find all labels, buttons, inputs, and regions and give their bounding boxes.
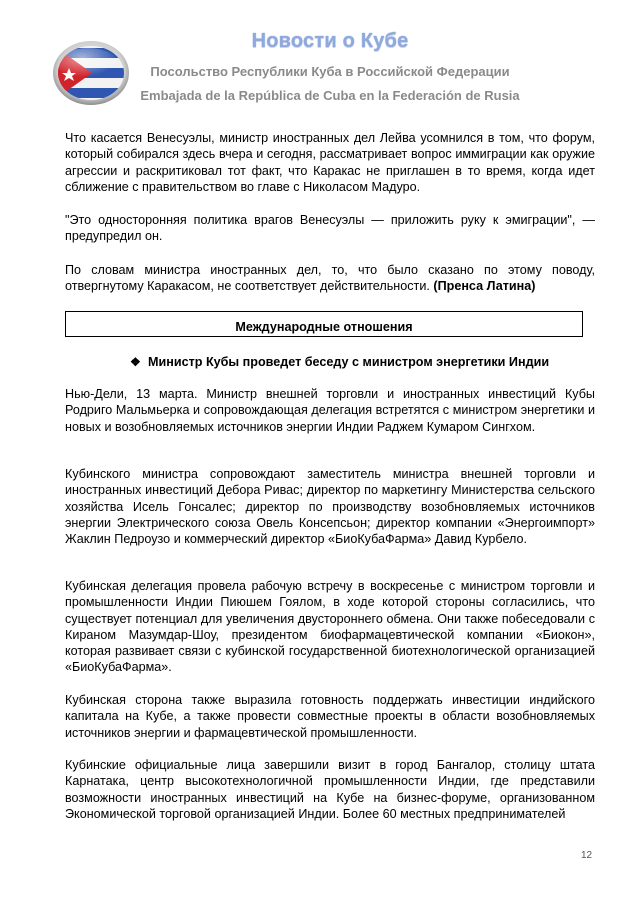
- paragraph-conclusion-text: По словам министра иностранных дел, то, что было сказано по этому поводу, отвергнутому Каракасом, не соответствует действительности.: [65, 263, 595, 294]
- header-subtitle-es: Embajada de la República de Cuba en la Federación de Rusia: [140, 88, 520, 103]
- paragraph-delegation: Кубинского министра сопровождают заместитель министра внешней торговли и иностранных инвестиций Дебора Ривас; директор по маркетингу Министерства сельского хозяйства Исель Гонсалес; директор по производству возобновляемых источников энергии Электрического союза Овель Консепсьон; директор компании «Энергоимпорт» Жаклин Педроузо и коммерческий директор «БиоКубаФарма» Давид Курбело.: [65, 467, 595, 547]
- paragraph-venezuela: Что касается Венесуэлы, министр иностранных дел Лейва усомнился в том, что форум, который собирался здесь вчера и сегодня, рассматривает вопрос иммиграции как оружие агрессии и раскритиковал тот факт, что Каракас не приглашен в то время, когда идет сближение с правительством во главе с Николасом Мадуро.: [65, 131, 595, 194]
- diamond-bullet-icon: ❖: [130, 355, 141, 369]
- article-headline-text: Министр Кубы проведет беседу с министром энергетики Индии: [148, 355, 550, 369]
- paragraph-bangalore: Кубинские официальные лица завершили визит в город Бангалор, столицу штата Карнатака, центр высокотехнологичной промышленности Индии, где представили возможности иностранных инвестиций на Кубе на бизнес-форуме, организованном Экономической торговой организацией Индии. Более 60 местных предпринимателей: [65, 758, 595, 821]
- paragraph-dateline: Нью-Дели, 13 марта. Министр внешней торговли и иностранных инвестиций Кубы Родриго Мальмьерка и сопровождающая делегация встретятся с министром энергетики и новых и возобновляемых источников энергии Индии Раджем Кумаром Сингхом.: [65, 387, 595, 434]
- section-title: Международные отношения: [235, 320, 413, 334]
- header-title: Новости о Кубе: [251, 30, 409, 52]
- article-headline: [130, 355, 549, 369]
- paragraph-meeting: Кубинская делегация провела рабочую встречу в воскресенье с министром торговли и промышленности Индии Пиюшем Гоялом, в ходе которой стороны согласились, что существует потенциал для увеличения двустороннего обмена. Они также побеседовали с Кираном Мазумдар-Шоу, президентом биофармацевтической компании «Биокон», которая развивает связи с кубинской государственной биотехнологической организацией «БиоКубаФарма».: [65, 579, 595, 675]
- section-header-box: [65, 311, 583, 337]
- paragraph-investment: Кубинская сторона также выразила готовность поддержать инвестиции индийского капитала на Кубе, а также провести совместные проекты в области возобновляемых источников энергии и фармацевтической промышленности.: [65, 693, 595, 740]
- paragraph-quote: "Это односторонняя политика врагов Венесуэлы — приложить руку к эмиграции", — предупредил он.: [65, 213, 595, 244]
- header-subtitle-ru: Посольство Республики Куба в Российской Федерации: [150, 64, 510, 79]
- page-number: 12: [581, 850, 593, 861]
- source-attribution: (Пренса Латина): [433, 279, 536, 294]
- paragraph-conclusion: [65, 262, 595, 295]
